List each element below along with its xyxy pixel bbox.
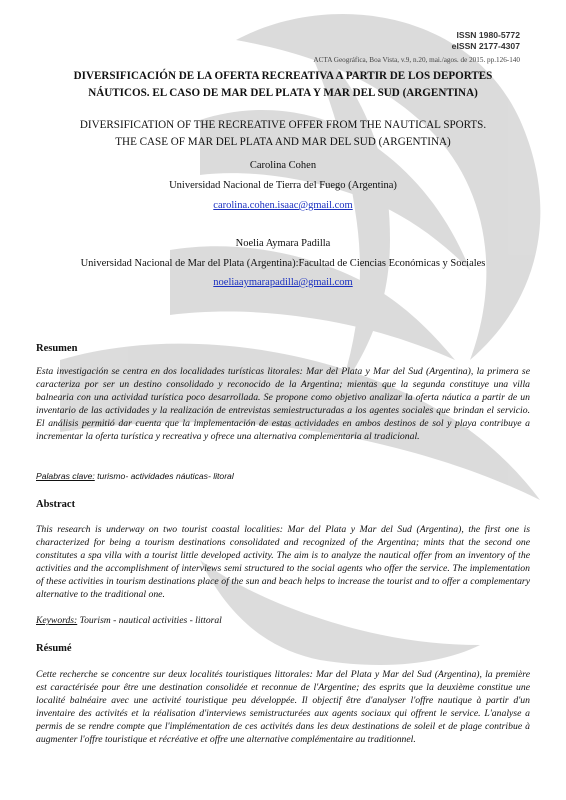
abstract-text: This research is underway on two tourist coastal localities: Mar del Plata y Mar del Sud (Argentina), the first one is characterized for being a tourism destinations consolidated and recognized of the Argentina; mints that the second one constitutes a spa villa with a tourist little developed activity. The aim is to analyze the nautical offer from an inventory of the activities and the accomplishment of interviews semi structured to the social agents who offer the service. The implementation of these activities in tourism destinations place of the sun and beach helps to increase the tourist and to offer a complementary alternative to the traditional one.: [36, 524, 530, 601]
citation: ACTA Geográfica, Boa Vista, v.9, n.20, mai./agos. de 2015. pp.126-140: [313, 56, 520, 64]
author-name: Noelia Aymara Padilla: [235, 238, 331, 249]
author-email-row: [20, 276, 546, 289]
resumen-text: Esta investigación se centra en dos localidades turísticas litorales: Mar del Plata y Mar del Sud (Argentina), la primera se caracteriza por ser un destino consolidado y reconocido de la Argentina; mientas que la segunda constituye una villa balnearia con una actividad turística poco desarrollada. Se propone como objetivo analizar la oferta náutica a partir de un inventario de las actividades y la realización de entrevistas semiestructuradas a los agentes sociales que brindan el servicio. El análisis permitió dar cuenta que la implementación de estas actividades en ambos destinos de sol y playa contribuye a incrementar la oferta turística y recreativa y ofrece una alternativa complementaria al tradicional.: [36, 366, 530, 443]
author-affiliation: Universidad Nacional de Mar del Plata (Argentina):Facultad de Ciencias Económicas y Sociales: [80, 258, 486, 269]
keywords-text: turismo- actividades náuticas- litoral: [94, 471, 234, 481]
abstract-keywords: [36, 615, 222, 627]
title-english-line: DIVERSIFICATION OF THE RECREATIVE OFFER FROM THE NAUTICAL SPORTS.: [79, 119, 487, 131]
resumen-heading: Resumen: [36, 343, 78, 354]
author-email-link[interactable]: noeliaaymarapadilla@gmail.com: [213, 277, 353, 288]
title-english-line: THE CASE OF MAR DEL PLATA AND MAR DEL SUD (ARGENTINA): [115, 136, 451, 148]
keywords-label: Keywords:: [36, 615, 78, 626]
keywords-text: Tourism - nautical activities - littoral: [77, 615, 222, 626]
author-email-link[interactable]: carolina.cohen.isaac@gmail.com: [213, 200, 353, 211]
title-spanish: [36, 68, 530, 102]
title-english: [36, 117, 530, 151]
issn: ISSN 1980-5772: [456, 30, 520, 40]
resume-text: Cette recherche se concentre sur deux localités touristiques littorales: Mar del Plata y Mar del Sud (Argentina), la première est caractérisée pour être une destination consolidée et reconnue de l'Argentine; des esprits que la deuxième constitue une localité balnéaire avec une activité touristique peu développée. Il objectif être d'analyser l'offre nautique à partir d'un inventaire des activités et la réalisation d'interviews semistructurées aux agents sociaux qui offrent le service. L'analyse a permis de se rendre compte que l'implémentation de ces activités dans les deux destinations de soleil et de plage contribue à augmenter l'offre touristique et récréative et offre une alternative complémentaire au traditionnel.: [36, 669, 530, 746]
author-name: Carolina Cohen: [249, 160, 317, 171]
title-spanish-line: DIVERSIFICACIÓN DE LA OFERTA RECREATIVA A PARTIR DE LOS DEPORTES: [73, 70, 493, 82]
author-email-row: [20, 199, 546, 212]
abstract-heading: Abstract: [36, 499, 76, 510]
title-spanish-line: NÁUTICOS. EL CASO DE MAR DEL PLATA Y MAR DEL SUD (ARGENTINA): [88, 87, 478, 99]
resume-heading: Résumé: [36, 643, 72, 654]
keywords-label: Palabras clave:: [36, 471, 95, 481]
author-affiliation: Universidad Nacional de Tierra del Fuego (Argentina): [169, 180, 397, 191]
eissn: eISSN 2177-4307: [451, 41, 520, 51]
resumen-keywords: [36, 470, 234, 483]
